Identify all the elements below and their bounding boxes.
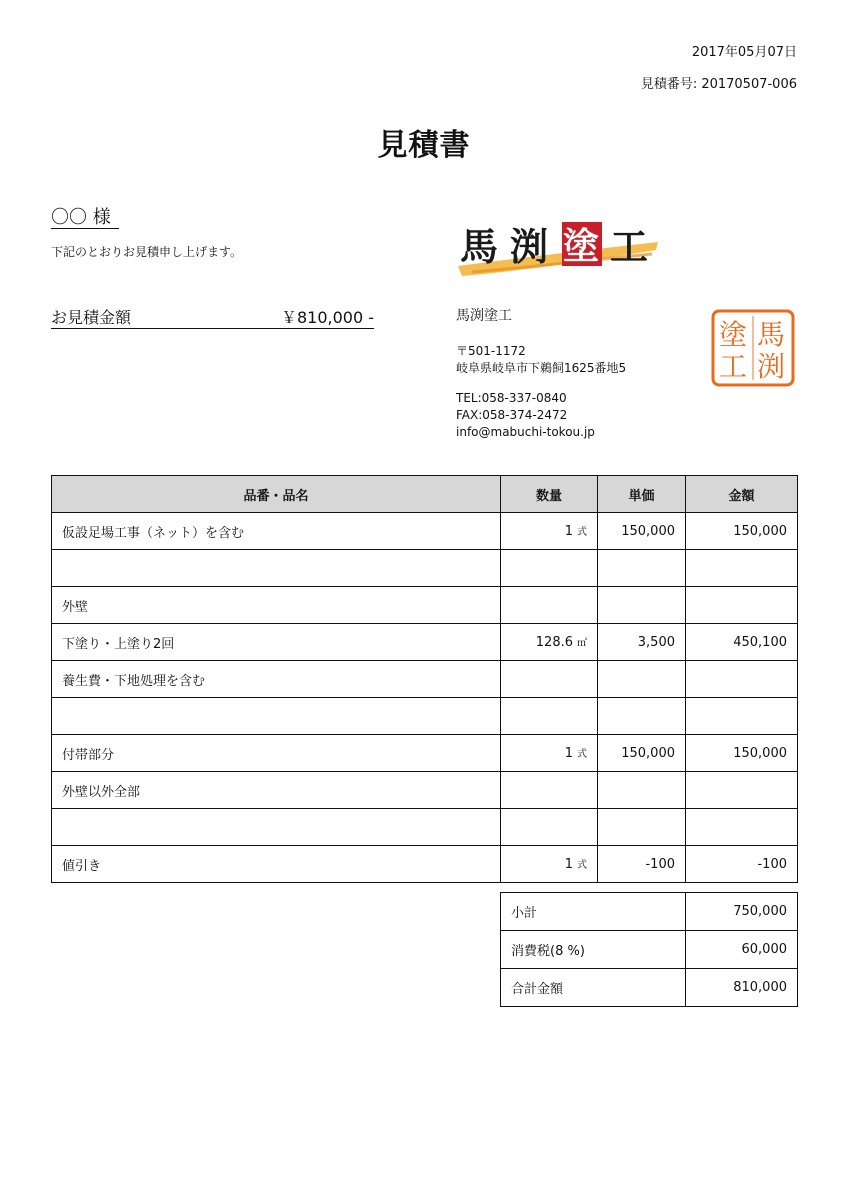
quantity-unit: 式 xyxy=(577,749,587,760)
totals-row xyxy=(501,931,798,969)
table-row xyxy=(52,624,798,661)
quantity-value: 1 xyxy=(564,746,573,761)
quantity-value: 1 xyxy=(564,857,573,872)
table-row xyxy=(52,513,798,550)
logo-char-1: 馬 xyxy=(460,224,499,269)
totals-row xyxy=(501,893,798,931)
logo-char-4: 工 xyxy=(610,224,649,269)
quantity-cell xyxy=(501,661,598,698)
item-name-cell: 下塗り・上塗り2回 xyxy=(52,624,501,661)
company-fax: FAX:058-374-2472 xyxy=(456,408,568,422)
unit-price-cell: 3,500 xyxy=(598,624,686,661)
unit-price-cell: -100 xyxy=(598,846,686,883)
logo-char-2: 渕 xyxy=(510,224,549,269)
totals-value: 60,000 xyxy=(686,931,798,969)
quantity-value: 128.6 xyxy=(535,635,573,650)
customer-name: 〇〇 様 xyxy=(51,207,111,228)
estimate-amount-value: ￥810,000 - xyxy=(280,308,374,327)
amount-cell: 150,000 xyxy=(686,735,798,772)
quantity-cell xyxy=(501,698,598,735)
quantity-cell xyxy=(501,587,598,624)
estimate-amount-label: お見積金額 xyxy=(51,308,132,327)
table-row xyxy=(52,772,798,809)
unit-price-cell: 150,000 xyxy=(598,735,686,772)
item-name-cell: 外壁 xyxy=(52,587,501,624)
svg-text:工: 工 xyxy=(719,350,748,383)
customer-underline xyxy=(51,228,119,229)
unit-price-cell xyxy=(598,550,686,587)
company-name: 馬渕塗工 xyxy=(456,308,512,324)
unit-price-cell xyxy=(598,772,686,809)
quantity-cell xyxy=(501,772,598,809)
table-header-row xyxy=(52,476,798,513)
company-seal xyxy=(710,308,796,388)
company-address: 岐阜県岐阜市下鵜飼1625番地5 xyxy=(456,361,627,375)
totals-value: 810,000 xyxy=(686,969,798,1007)
amount-underline xyxy=(51,328,374,329)
quantity-cell xyxy=(501,624,598,661)
totals-row xyxy=(501,969,798,1007)
amount-cell xyxy=(686,550,798,587)
table-row xyxy=(52,698,798,735)
quantity-unit: 式 xyxy=(577,527,587,538)
item-name-cell: 外壁以外全部 xyxy=(52,772,501,809)
header-item-name: 品番・品名 xyxy=(52,476,501,513)
quantity-cell xyxy=(501,735,598,772)
amount-cell xyxy=(686,809,798,846)
amount-cell: 150,000 xyxy=(686,513,798,550)
unit-price-cell xyxy=(598,587,686,624)
header-unit-price: 単価 xyxy=(598,476,686,513)
quantity-cell xyxy=(501,513,598,550)
item-name-cell: 付帯部分 xyxy=(52,735,501,772)
totals-label: 小計 xyxy=(501,893,686,931)
amount-cell: -100 xyxy=(686,846,798,883)
table-row xyxy=(52,550,798,587)
quantity-value: 1 xyxy=(564,524,573,539)
table-row xyxy=(52,661,798,698)
unit-price-cell xyxy=(598,809,686,846)
totals-label: 合計金額 xyxy=(501,969,686,1007)
intro-text: 下記のとおりお見積申し上げます。 xyxy=(51,245,243,259)
amount-cell xyxy=(686,587,798,624)
item-name-cell: 値引き xyxy=(52,846,501,883)
header-amount: 金額 xyxy=(686,476,798,513)
issue-date: 2017年05月07日 xyxy=(691,45,797,60)
quantity-cell xyxy=(501,809,598,846)
company-email: info@mabuchi-tokou.jp xyxy=(456,425,595,439)
item-name-cell xyxy=(52,550,501,587)
amount-cell xyxy=(686,661,798,698)
totals-table xyxy=(500,892,798,1007)
header-quantity: 数量 xyxy=(501,476,598,513)
document-title: 見積書 xyxy=(377,128,471,163)
svg-text:馬: 馬 xyxy=(757,318,786,351)
amount-cell xyxy=(686,772,798,809)
estimate-number: 見積番号: 20170507-006 xyxy=(640,77,797,92)
table-row xyxy=(52,846,798,883)
table-row xyxy=(52,587,798,624)
company-logo xyxy=(452,214,664,286)
item-name-cell: 仮設足場工事（ネット）を含む xyxy=(52,513,501,550)
quantity-unit: 式 xyxy=(577,860,587,871)
item-name-cell xyxy=(52,809,501,846)
quantity-cell xyxy=(501,550,598,587)
svg-text:塗: 塗 xyxy=(719,318,748,351)
totals-value: 750,000 xyxy=(686,893,798,931)
quantity-cell xyxy=(501,846,598,883)
company-postal: 〒501-1172 xyxy=(456,344,526,358)
amount-cell: 450,100 xyxy=(686,624,798,661)
table-row xyxy=(52,735,798,772)
unit-price-cell xyxy=(598,661,686,698)
item-name-cell: 養生費・下地処理を含む xyxy=(52,661,501,698)
items-table xyxy=(51,475,798,883)
unit-price-cell xyxy=(598,698,686,735)
logo-char-3: 塗 xyxy=(563,225,600,267)
company-tel: TEL:058-337-0840 xyxy=(456,391,567,405)
svg-text:渕: 渕 xyxy=(757,350,786,383)
quantity-unit: ㎡ xyxy=(577,638,587,649)
totals-label: 消費税(8 %) xyxy=(501,931,686,969)
table-row xyxy=(52,809,798,846)
item-name-cell xyxy=(52,698,501,735)
unit-price-cell: 150,000 xyxy=(598,513,686,550)
amount-cell xyxy=(686,698,798,735)
